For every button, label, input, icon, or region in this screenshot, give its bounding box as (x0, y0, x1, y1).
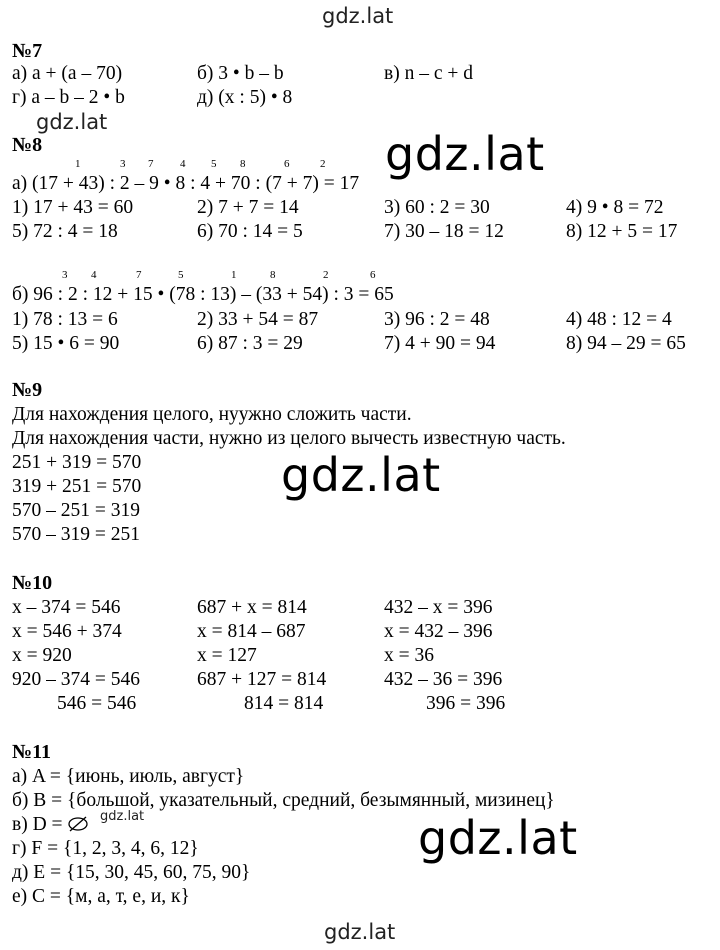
task11-a: а) A = {июнь, июль, август} (12, 766, 245, 787)
task10-col3-line: 432 – x = 396 (384, 597, 493, 618)
task10-col1-line: x – 374 = 546 (12, 597, 121, 618)
task9-line2: Для нахождения части, нужно из целого вычесть известную часть. (12, 428, 566, 449)
task10-title: №10 (12, 572, 53, 594)
order-mark: 2 (323, 269, 329, 281)
order-mark: 7 (148, 158, 154, 170)
task11-v-label: в) D = (12, 814, 63, 835)
order-mark: 1 (75, 158, 81, 170)
order-mark: 5 (211, 158, 217, 170)
task10-col1-line: x = 920 (12, 645, 72, 666)
task8-a-step: 1) 17 + 43 = 60 (12, 197, 134, 218)
task9-equation: 319 + 251 = 570 (12, 476, 142, 497)
watermark-large-2: gdz.lat (281, 448, 441, 502)
task9-equation: 570 – 251 = 319 (12, 500, 140, 521)
task8-title: №8 (12, 134, 43, 156)
empty-set-icon (67, 817, 87, 831)
watermark-bottom: gdz.lat (324, 920, 396, 944)
task7-d: д) (x : 5) • 8 (197, 87, 293, 108)
watermark-large-3: gdz.lat (418, 811, 578, 865)
task8-b-step: 8) 94 – 29 = 65 (566, 333, 686, 354)
order-mark: 2 (320, 158, 326, 170)
task11-b: б) B = {большой, указательный, средний, безымянный, мизинец} (12, 790, 555, 811)
order-mark: 4 (180, 158, 186, 170)
task8-a-expression: а) (17 + 43) : 2 – 9 • 8 : 4 + 70 : (7 + 7) = 17 (12, 173, 360, 194)
task8-a-step: 3) 60 : 2 = 30 (384, 197, 490, 218)
task8-b-step: 2) 33 + 54 = 87 (197, 309, 319, 330)
task7-title: №7 (12, 40, 43, 62)
task8-a-step: 7) 30 – 18 = 12 (384, 221, 504, 242)
task8-a-step: 4) 9 • 8 = 72 (566, 197, 664, 218)
task8-b-step: 7) 4 + 90 = 94 (384, 333, 496, 354)
task10-col2-line: 687 + x = 814 (197, 597, 307, 618)
watermark-top: gdz.lat (322, 4, 394, 28)
watermark-small-mid: gdz.lat (36, 110, 108, 134)
task10-col1-line: 546 = 546 (57, 693, 137, 714)
task10-col3-line: x = 432 – 396 (384, 621, 493, 642)
order-mark: 8 (240, 158, 246, 170)
task10-col3-line: x = 36 (384, 645, 434, 666)
task7-g: г) a – b – 2 • b (12, 87, 125, 108)
task11-v (12, 814, 87, 836)
order-mark: 4 (91, 269, 97, 281)
order-mark: 3 (62, 269, 68, 281)
task10-col1-line: x = 546 + 374 (12, 621, 122, 642)
task9-title: №9 (12, 379, 43, 401)
task8-a-step: 6) 70 : 14 = 5 (197, 221, 303, 242)
task10-col2-line: x = 127 (197, 645, 257, 666)
watermark-tiny: gdz.lat (100, 809, 145, 824)
task10-col2-line: x = 814 – 687 (197, 621, 306, 642)
task8-a-step: 2) 7 + 7 = 14 (197, 197, 299, 218)
order-mark: 7 (136, 269, 142, 281)
task10-col2-line: 687 + 127 = 814 (197, 669, 327, 690)
task11-d: д) E = {15, 30, 45, 60, 75, 90} (12, 862, 251, 883)
task8-a-step: 5) 72 : 4 = 18 (12, 221, 118, 242)
task8-b-expression: б) 96 : 2 : 12 + 15 • (78 : 13) – (33 + 54) : 3 = 65 (12, 284, 394, 305)
task7-a: а) a + (a – 70) (12, 63, 123, 84)
task7-v: в) n – c + d (384, 63, 473, 84)
task10-col3-line: 432 – 36 = 396 (384, 669, 503, 690)
order-mark: 1 (231, 269, 237, 281)
task11-g: г) F = {1, 2, 3, 4, 6, 12} (12, 838, 199, 859)
task10-col2-line: 814 = 814 (244, 693, 324, 714)
task11-e: е) C = {м, а, т, е, и, к} (12, 886, 190, 907)
task7-b: б) 3 • b – b (197, 63, 284, 84)
task9-line1: Для нахождения целого, нуужно сложить части. (12, 404, 412, 425)
order-mark: 3 (120, 158, 126, 170)
task9-equation: 570 – 319 = 251 (12, 524, 140, 545)
order-mark: 8 (270, 269, 276, 281)
task8-b-step: 4) 48 : 12 = 4 (566, 309, 672, 330)
order-mark: 5 (178, 269, 184, 281)
order-mark: 6 (284, 158, 290, 170)
task10-col3-line: 396 = 396 (426, 693, 506, 714)
task8-b-step: 1) 78 : 13 = 6 (12, 309, 118, 330)
task8-b-step: 5) 15 • 6 = 90 (12, 333, 120, 354)
task9-equation: 251 + 319 = 570 (12, 452, 142, 473)
task11-title: №11 (12, 741, 51, 763)
task8-b-step: 3) 96 : 2 = 48 (384, 309, 490, 330)
order-mark: 6 (370, 269, 376, 281)
task8-b-step: 6) 87 : 3 = 29 (197, 333, 303, 354)
task10-col1-line: 920 – 374 = 546 (12, 669, 140, 690)
watermark-large-1: gdz.lat (385, 127, 545, 181)
task8-a-step: 8) 12 + 5 = 17 (566, 221, 678, 242)
